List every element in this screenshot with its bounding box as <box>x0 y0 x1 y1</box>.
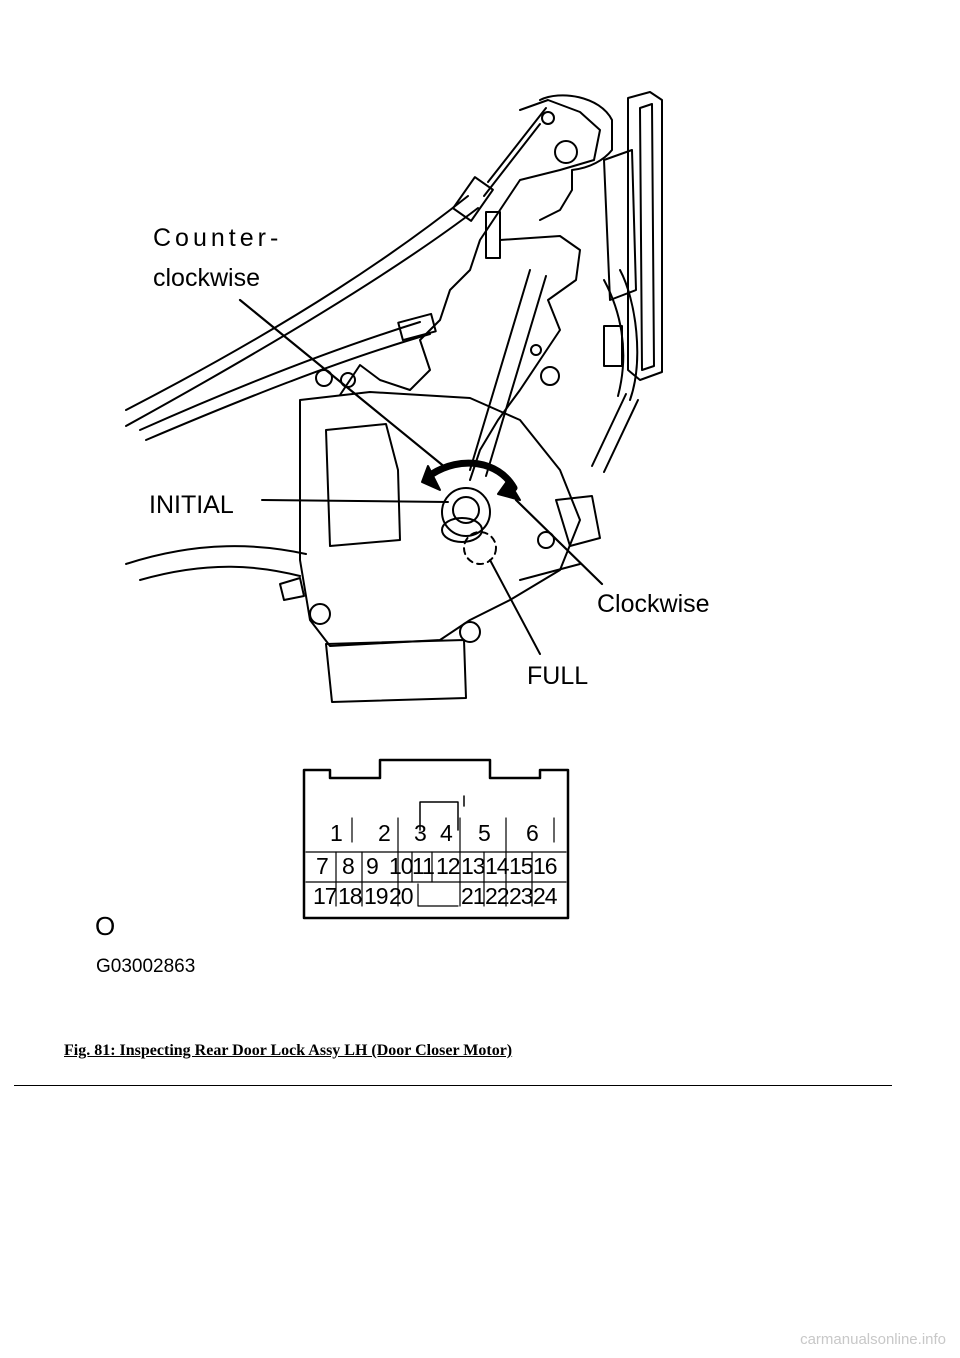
pin-1: 1 <box>330 820 342 846</box>
pin-6: 6 <box>526 820 538 846</box>
pin-21: 21 <box>461 883 485 909</box>
door-frame-outline <box>628 92 662 380</box>
pin-2: 2 <box>378 820 390 846</box>
latch-curve-2 <box>604 280 623 396</box>
latch-block <box>604 326 622 366</box>
link-rod <box>470 270 530 470</box>
figure-code: G03002863 <box>96 956 196 977</box>
motor-hole-1 <box>310 604 330 624</box>
mid-pivot <box>541 367 559 385</box>
pin-3: 3 <box>414 820 426 846</box>
pin-18: 18 <box>338 883 362 909</box>
mid-pivot-2 <box>531 345 541 355</box>
pin-14: 14 <box>485 853 509 879</box>
lower-cable-3 <box>280 578 304 600</box>
label-counter: Counter- <box>153 224 283 252</box>
motor-inner <box>326 424 400 546</box>
pin-20: 20 <box>389 883 413 909</box>
pin-8: 8 <box>342 853 354 879</box>
pin-7: 7 <box>316 853 328 879</box>
label-full: FULL <box>527 662 589 690</box>
pin-15: 15 <box>509 853 533 879</box>
connector-view-marker: O <box>95 911 116 941</box>
door-frame-bracket <box>604 150 636 300</box>
cable-upper-2 <box>484 124 540 196</box>
pin-23: 23 <box>509 883 533 909</box>
link-rod-2 <box>486 276 546 476</box>
pin-9: 9 <box>366 853 378 879</box>
pin-5: 5 <box>478 820 490 846</box>
pin-19: 19 <box>364 883 388 909</box>
pin-17: 17 <box>313 883 337 909</box>
lower-cable-1 <box>126 546 306 564</box>
upper-pivot <box>555 141 577 163</box>
upper-pivot-small <box>542 112 554 124</box>
motor-housing <box>300 392 580 646</box>
motor-side-tab <box>556 496 600 546</box>
lower-cable-2 <box>140 567 300 580</box>
watermark: carmanualsonline.info <box>800 1331 946 1348</box>
motor-cover <box>326 640 466 702</box>
cable-mid-2 <box>146 334 430 440</box>
leader-initial <box>262 500 448 502</box>
label-initial: INITIAL <box>149 491 234 519</box>
connector-blank-cell <box>418 884 458 906</box>
lower-cable-4 <box>520 564 580 580</box>
pin-24: 24 <box>533 883 557 909</box>
label-counter-clockwise: clockwise <box>153 264 260 292</box>
pin-12: 12 <box>436 853 460 879</box>
pin-10: 10 <box>389 853 413 879</box>
latch-rod <box>592 394 626 466</box>
cable-upper <box>488 108 546 182</box>
pin-22: 22 <box>485 883 509 909</box>
latch-rod-2 <box>604 400 638 472</box>
pin-13: 13 <box>461 853 485 879</box>
horizontal-rule <box>14 1085 892 1086</box>
pin-16: 16 <box>533 853 557 879</box>
figure-caption[interactable]: Fig. 81: Inspecting Rear Door Lock Assy LH (Door Closer Motor) <box>64 1042 513 1059</box>
mechanism-plate <box>470 236 580 480</box>
pin-4: 4 <box>440 820 452 846</box>
motor-hole-2 <box>460 622 480 642</box>
door-frame-inner <box>640 104 654 370</box>
pin-11: 11 <box>412 853 434 879</box>
label-clockwise: Clockwise <box>597 590 710 618</box>
